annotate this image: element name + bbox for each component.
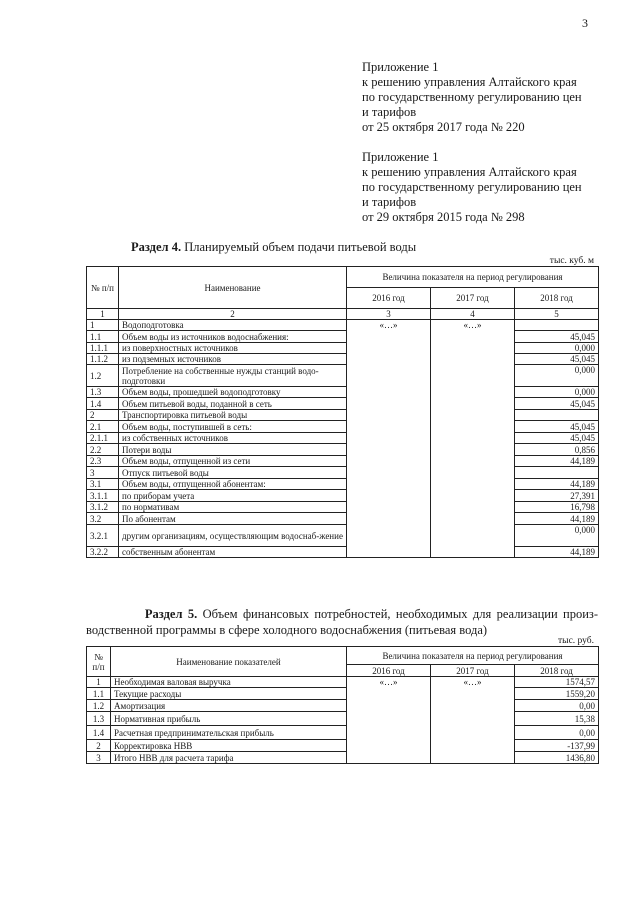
row-name: собственным абонентам [119,547,347,558]
row-num: 1.3 [87,712,111,726]
row-name: из подземных источников [119,354,347,365]
row-name: Расчетная предпринимательская прибыль [111,726,347,740]
table-row [87,726,599,740]
table-row [87,343,599,354]
table-row [87,456,599,467]
row-name: По абонентам [119,513,347,525]
table-row [87,712,599,726]
row-name: другим организациям, осуществляющим водоснаб-жение [119,525,347,547]
row-name: Объем воды, отпущенной из сети [119,456,347,467]
row-name: Объем воды, поступившей в сеть: [119,421,347,433]
table-row [87,410,599,421]
row-num: 1.1 [87,331,119,343]
row-value-2018: 0,856 [515,444,599,456]
section4-title [131,240,416,255]
table-row [87,354,599,365]
table-row [87,433,599,444]
header-year-2018: 2018 год [515,665,599,677]
row-name: Транспортировка питьевой воды [119,410,347,421]
row-num: 3.2.2 [87,547,119,558]
row-value-2018 [515,467,599,479]
row-value-2018: 1574,57 [515,677,599,688]
row-value-2018: 0,000 [515,387,599,398]
row-value-2018: 0,000 [515,525,599,547]
row-value-2018: 0,000 [515,365,599,387]
appendix-line: и тарифов [362,105,417,119]
row-value-2018: 44,189 [515,479,599,490]
row-num: 1.2 [87,700,111,712]
row-name: из собственных источников [119,433,347,444]
row-value-2018: 45,045 [515,398,599,410]
header-year-2018: 2018 год [515,288,599,309]
row-value-2018: 1559,20 [515,688,599,700]
table-row [87,752,599,764]
col-number: 4 [431,309,515,320]
row-value-2018: 0,00 [515,700,599,712]
row-name: Корректировка НВВ [111,740,347,752]
row-num: 3.2.1 [87,525,119,547]
header-period: Величина показателя на период регулирования [347,267,599,288]
row-num: 2 [87,740,111,752]
row-num: 1.2 [87,365,119,387]
row-value-2018: -137,99 [515,740,599,752]
row-value-2018: 44,189 [515,456,599,467]
row-num: 2.2 [87,444,119,456]
row-name: по нормативам [119,502,347,513]
row-value-2018: 44,189 [515,513,599,525]
row-num: 3.2 [87,513,119,525]
table-row [87,444,599,456]
header-name: Наименование [119,267,347,309]
header-num: № п/п [87,647,111,677]
row-name: из поверхностных источников [119,343,347,354]
row-name: Объем воды из источников водоснабжения: [119,331,347,343]
header-name: Наименование показателей [111,647,347,677]
table-row [87,700,599,712]
section5-title-text: Объем финансовых потребностей, необходимых для реализации произ-водственной программы в сфере холодного водоснабжения (питьевая вода) [86,607,599,637]
row-name: Объем воды, отпущенной абонентам: [119,479,347,490]
col-number: 3 [347,309,431,320]
row-value-2018: 45,045 [515,331,599,343]
table-row [87,467,599,479]
row-value-2018: 45,045 [515,354,599,365]
appendix-line: Приложение 1 [362,60,439,74]
section4-unit: тыс. куб. м [549,256,594,266]
row-name: Амортизация [111,700,347,712]
table-row [87,513,599,525]
appendix-line: к решению управления Алтайского края [362,75,577,89]
table-row [87,387,599,398]
appendix-block-2017 [362,60,632,135]
row-num: 1 [87,677,111,688]
row-name: по приборам учета [119,490,347,502]
placeholder-2017: «…» [431,677,515,764]
col-number: 1 [87,309,119,320]
table-row [87,320,599,331]
row-name: Объем питьевой воды, поданной в сеть [119,398,347,410]
section4-table [86,266,599,558]
header-period: Величина показателя на период регулирования [347,647,599,665]
placeholder-2017: «…» [431,320,515,558]
row-num: 3 [87,752,111,764]
row-value-2018 [515,410,599,421]
table-row [87,547,599,558]
row-value-2018: 15,38 [515,712,599,726]
row-num: 3.1.1 [87,490,119,502]
appendix-line: и тарифов [362,195,417,209]
header-year-2017: 2017 год [431,665,515,677]
header-year-2017: 2017 год [431,288,515,309]
row-num: 1.1.2 [87,354,119,365]
row-value-2018 [515,320,599,331]
row-name: Текущие расходы [111,688,347,700]
appendix-line: от 29 октября 2015 года № 298 [362,210,525,224]
section5-title [86,606,598,638]
placeholder-2016: «…» [347,677,431,764]
table-row [87,740,599,752]
row-value-2018: 0,000 [515,343,599,354]
col-number: 2 [119,309,347,320]
section5-unit: тыс. руб. [558,636,594,646]
row-name: Итого НВВ для расчета тарифа [111,752,347,764]
row-num: 3 [87,467,119,479]
table-row [87,479,599,490]
appendix-line: Приложение 1 [362,150,439,164]
row-value-2018: 0,00 [515,726,599,740]
row-num: 2.1.1 [87,433,119,444]
header-year-2016: 2016 год [347,288,431,309]
row-name: Потери воды [119,444,347,456]
row-num: 1.1.1 [87,343,119,354]
row-num: 2 [87,410,119,421]
table-row [87,525,599,547]
appendix-line: к решению управления Алтайского края [362,165,577,179]
appendix-line: по государственному регулированию цен [362,180,582,194]
section5-title-number: Раздел 5. [144,607,198,621]
row-value-2018: 45,045 [515,421,599,433]
table-row [87,688,599,700]
appendix-line: от 25 октября 2017 года № 220 [362,120,525,134]
row-name: Необходимая валовая выручка [111,677,347,688]
row-value-2018: 1436,80 [515,752,599,764]
header-year-2016: 2016 год [347,665,431,677]
row-num: 1.4 [87,726,111,740]
page-number: 3 [582,16,588,30]
row-num: 1 [87,320,119,331]
row-num: 1.4 [87,398,119,410]
header-num: № п/п [87,267,119,309]
row-name: Отпуск питьевой воды [119,467,347,479]
row-value-2018: 44,189 [515,547,599,558]
table-row [87,331,599,343]
row-value-2018: 16,798 [515,502,599,513]
table-row [87,502,599,513]
row-name: Нормативная прибыль [111,712,347,726]
table-row [87,365,599,387]
col-number: 5 [515,309,599,320]
table-row [87,421,599,433]
row-num: 1.1 [87,688,111,700]
placeholder-2016: «…» [347,320,431,558]
section5-table [86,646,599,764]
row-name: Потребление на собственные нужды станций водо-подготовки [119,365,347,387]
row-num: 2.3 [87,456,119,467]
row-num: 1.3 [87,387,119,398]
row-num: 3.1 [87,479,119,490]
table-row [87,490,599,502]
row-num: 2.1 [87,421,119,433]
row-value-2018: 27,391 [515,490,599,502]
row-num: 3.1.2 [87,502,119,513]
table-row [87,398,599,410]
row-name: Объем воды, прошедшей водоподготовку [119,387,347,398]
section4-title-number: Раздел 4. [131,240,182,254]
section4-title-text: Планируемый объем подачи питьевой воды [181,240,417,254]
row-name: Водоподготовка [119,320,347,331]
appendix-block-2015 [362,150,632,225]
row-value-2018: 45,045 [515,433,599,444]
appendix-line: по государственному регулированию цен [362,90,582,104]
table-row [87,677,599,688]
